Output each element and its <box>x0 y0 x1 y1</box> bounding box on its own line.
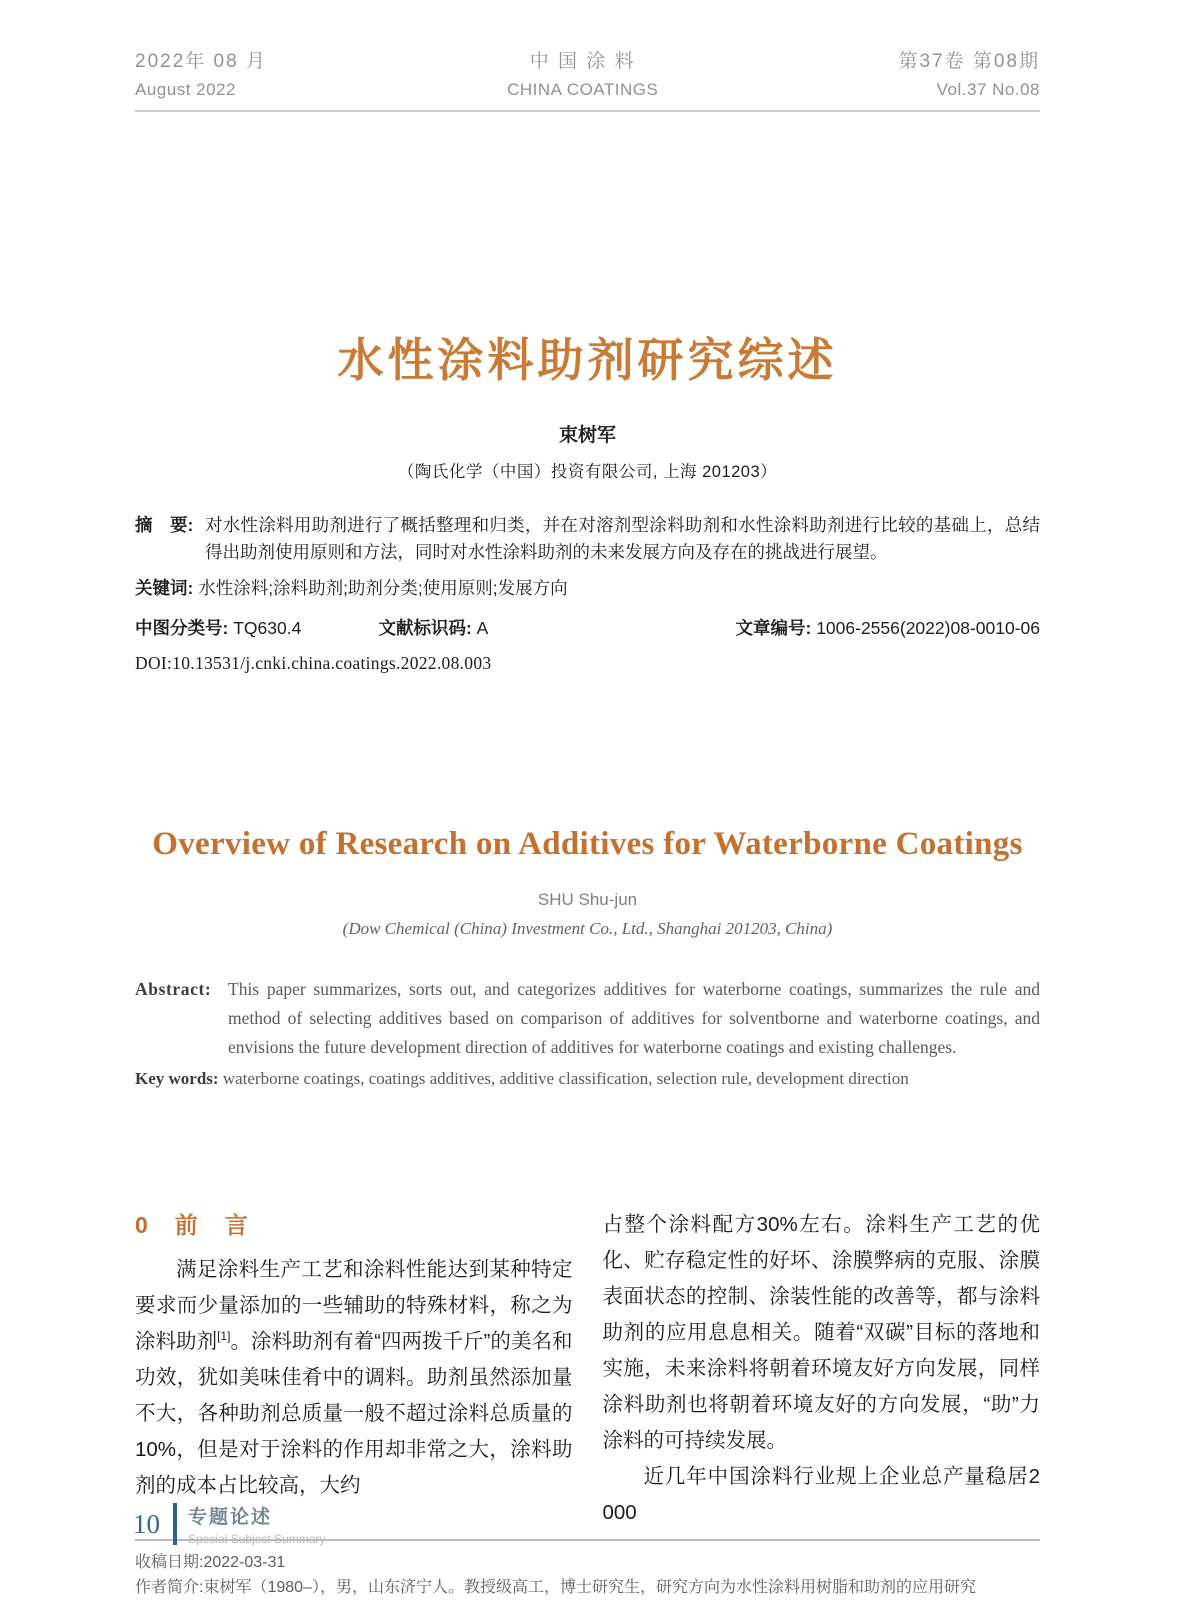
keywords-en <box>135 1069 1040 1089</box>
section-0-heading: 0 前 言 <box>135 1212 250 1238</box>
abstract-cn <box>135 512 1040 566</box>
footer-column-name <box>188 1502 325 1546</box>
intro-paragraph-right: 占整个涂料配方30%左右。涂料生产工艺的优化、贮存稳定性的好坏、涂膜弊病的克服、涂膜表面状态的控制、涂装性能的改善等，都与涂料助剂的应用息息相关。随着“双碳”目标的落地和实施，未来涂料将朝着环境友好方向发展，同样涂料助剂也将朝着环境友好的方向发展，“助”力涂料的可持续发展。 <box>602 1213 1040 1452</box>
body-column-left <box>135 1207 573 1531</box>
abstract-text-en: This paper summarizes, sorts out, and categorizes additives for waterborne coatings, summarizes the rule and method of selecting additives based on comparison of additives for solventborne and waterborne coatings, and envisions the future development direction of additives for waterborne coatings and existing challenges. <box>228 979 1040 1057</box>
header-journal-name <box>507 50 658 100</box>
intro-left-text-a: 满足涂料生产工艺和涂料性能达到某种特定要求而少量添加的一些辅助的特殊材料，称之为涂料助剂 <box>135 1258 573 1353</box>
page-footer <box>133 1502 325 1546</box>
footer-column-en: Special Subject Summary <box>188 1532 326 1546</box>
citation-ref-1: [1] <box>217 1329 231 1344</box>
intro-paragraph-left <box>135 1252 573 1504</box>
keywords-label-en: Key words: <box>135 1069 219 1088</box>
clc-number <box>135 615 301 640</box>
article-title-cn: 水性涂料助剂研究综述 <box>337 334 838 386</box>
header-date-cn: 2022年 08 月 <box>135 51 267 72</box>
header-volume-cn: 第37卷 第08期 <box>898 51 1040 72</box>
article-title-en: Overview of Research on Additives for Waterborne Coatings <box>152 826 1023 862</box>
page-number: 10 <box>133 1508 160 1539</box>
article-id-label: 文章编号: <box>735 618 812 638</box>
keywords-text-en: waterborne coatings, coatings additives, additive classification, selection rule, development direction <box>222 1069 909 1088</box>
abstract-text-cn: 对水性涂料用助剂进行了概括整理和归类，并在对溶剂型涂料助剂和水性涂料助剂进行比较的基础上，总结得出助剂使用原则和方法，同时对水性涂料助剂的未来发展方向及存在的挑战进行展望。 <box>205 515 1040 562</box>
footer-column-cn: 专题论述 <box>188 1507 273 1528</box>
abstract-en <box>135 975 1040 1062</box>
intro-left-text-b: 。涂料助剂有着“四两拨千斤”的美名和功效，犹如美味佳肴中的调料。助剂虽然添加量不大，各种助剂总质量一般不超过涂料总质量的10%，但是对于涂料的作用却非常之大，涂料助剂的成本占比较高，大约 <box>135 1330 573 1497</box>
author-affiliation-cn: （陶氏化学（中国）投资有限公司, 上海 201203） <box>397 463 778 481</box>
article-id <box>735 615 1040 640</box>
footnotes <box>135 1550 1040 1600</box>
keywords-cn <box>135 575 1040 600</box>
body-columns <box>135 1207 1040 1531</box>
author-name-cn: 束树军 <box>558 425 616 446</box>
doi: DOI:10.13531/j.cnki.china.coatings.2022.08.003 <box>135 653 492 673</box>
header-journal-cn: 中 国 涂 料 <box>529 51 636 72</box>
keywords-label-cn: 关键词: <box>135 578 194 598</box>
received-date: 收稿日期:2022-03-31 <box>135 1554 286 1571</box>
clc-label: 中图分类号: <box>135 618 229 638</box>
paragraph-2-right: 近几年中国涂料行业规上企业总产量稳居2 000 <box>602 1465 1040 1524</box>
author-affiliation-en: (Dow Chemical (China) Investment Co., Ltd., Shanghai 201203, China) <box>342 919 833 938</box>
article-id-value: 1006-2556(2022)08-0010-06 <box>816 618 1040 638</box>
header-journal-en: CHINA COATINGS <box>507 79 659 99</box>
document-code <box>378 615 488 640</box>
header-volume <box>898 50 1040 100</box>
header-date-en: August 2022 <box>135 79 236 99</box>
body-column-right <box>603 1207 1041 1531</box>
abstract-label-cn: 摘 要: <box>135 515 194 535</box>
clc-value: TQ630.4 <box>233 618 302 638</box>
header-volume-en: Vol.37 No.08 <box>936 79 1040 99</box>
footer-divider-bar <box>173 1503 177 1545</box>
journal-header <box>135 0 1040 112</box>
author-bio: 作者简介:束树军（1980–），男，山东济宁人。教授级高工，博士研究生，研究方向为水性涂料用树脂和助剂的应用研究 <box>135 1579 976 1596</box>
author-name-en: SHU Shu-jun <box>537 890 638 909</box>
article-meta-row <box>135 615 1040 640</box>
keywords-text-cn: 水性涂料;涂料助剂;助剂分类;使用原则;发展方向 <box>198 578 568 598</box>
header-date <box>135 50 267 100</box>
abstract-label-en: Abstract: <box>135 979 212 999</box>
document-code-value: A <box>476 618 489 638</box>
document-code-label: 文献标识码: <box>378 618 472 638</box>
